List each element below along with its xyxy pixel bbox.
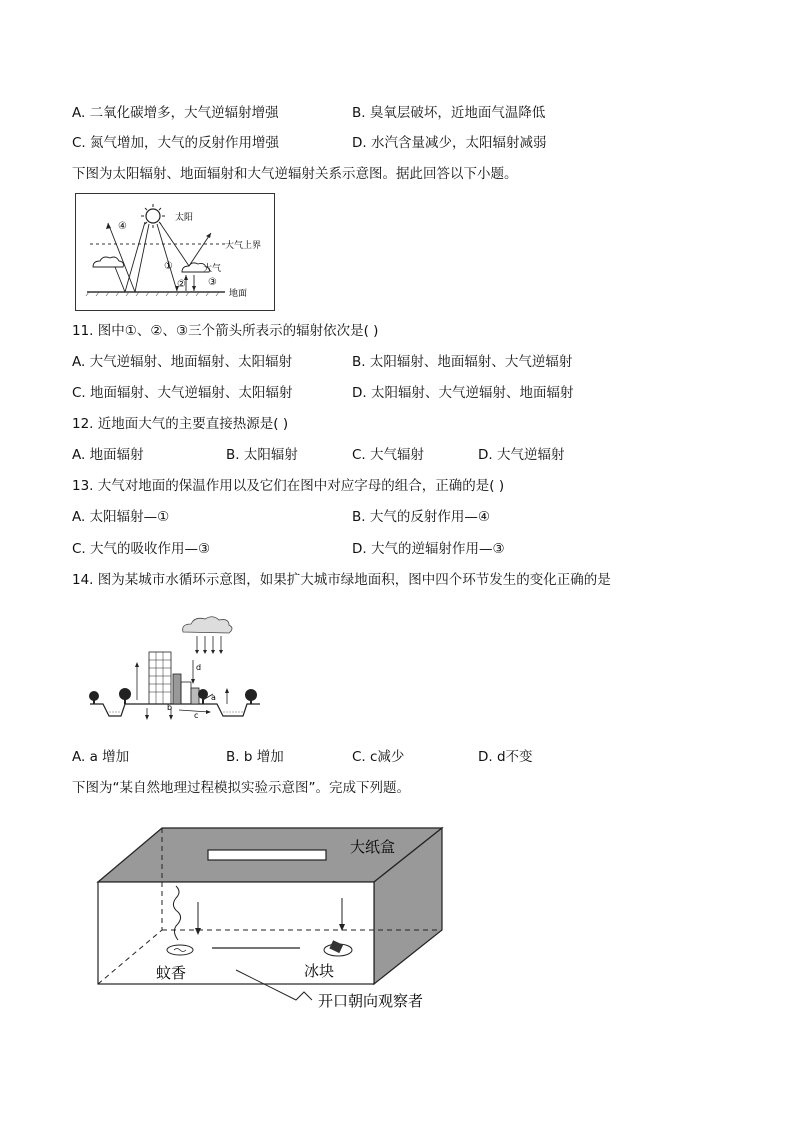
q14-option-b: B. b 增加 — [226, 749, 284, 765]
q11-option-b: B. 太阳辐射、地面辐射、大气逆辐射 — [352, 354, 573, 370]
q12-option-c: C. 大气辐射 — [352, 447, 425, 463]
label-n3: ③ — [208, 277, 217, 288]
box-experiment-diagram — [90, 820, 450, 1020]
label-d: d — [196, 663, 202, 672]
label-upper: 大气上界 — [225, 241, 262, 251]
q13-option-b: B. 大气的反射作用—④ — [352, 509, 490, 525]
label-c: c — [194, 711, 199, 720]
q12-option-b: B. 太阳辐射 — [226, 447, 298, 463]
label-n1: ① — [164, 261, 173, 272]
label-sun: 太阳 — [175, 213, 194, 223]
q10-option-c: C. 氮气增加，大气的反射作用增强 — [72, 135, 280, 151]
q13-option-d: D. 大气的逆辐射作用—③ — [352, 541, 505, 557]
cloud-icon — [93, 257, 210, 272]
label-opening: 开口朝向观察者 — [318, 992, 424, 1010]
label-b: b — [167, 703, 173, 712]
q10-option-a: A. 二氧化碳增多，大气逆辐射增强 — [72, 105, 279, 121]
q12-option-a: A. 地面辐射 — [72, 447, 144, 463]
incense-icon — [167, 945, 193, 955]
q13-option-c: C. 大气的吸收作用—③ — [72, 541, 211, 557]
label-box: 大纸盒 — [350, 838, 396, 856]
q10-option-d: D. 水汽含量减少，太阳辐射减弱 — [352, 135, 547, 151]
label-ice: 冰块 — [304, 962, 335, 980]
intro-experiment: 下图为“某自然地理过程模拟实验示意图”。完成下列题。 — [72, 780, 410, 796]
q12-option-d: D. 大气逆辐射 — [478, 447, 565, 463]
q14-option-d: D. d不变 — [478, 749, 533, 765]
q14-option-c: C. c减少 — [352, 749, 405, 765]
label-atmosphere: 大气 — [203, 264, 222, 274]
q10-option-b: B. 臭氧层破坏，近地面气温降低 — [352, 105, 546, 121]
cloud-icon — [183, 617, 232, 633]
q11-option-c: C. 地面辐射、大气逆辐射、太阳辐射 — [72, 385, 293, 401]
label-n2: ② — [177, 279, 186, 290]
water-cycle-diagram — [85, 612, 265, 724]
label-a: a — [211, 693, 216, 702]
q12-stem: 12. 近地面大气的主要直接热源是( ) — [72, 416, 289, 432]
label-n4: ④ — [118, 221, 127, 232]
radiation-diagram — [75, 193, 275, 311]
q14-option-a: A. a 增加 — [72, 749, 130, 765]
q14-stem: 14. 图为某城市水循环示意图，如果扩大城市绿地面积，图中四个环节发生的变化正确的是 — [72, 572, 611, 588]
q13-option-a: A. 太阳辐射—① — [72, 509, 170, 525]
intro-radiation: 下图为太阳辐射、地面辐射和大气逆辐射关系示意图。据此回答以下小题。 — [72, 166, 518, 182]
label-ground: 地面 — [229, 289, 248, 299]
q11-option-a: A. 大气逆辐射、地面辐射、太阳辐射 — [72, 354, 293, 370]
q11-stem: 11. 图中①、②、③三个箭头所表示的辐射依次是( ) — [72, 323, 379, 339]
q13-stem: 13. 大气对地面的保温作用以及它们在图中对应字母的组合，正确的是( ) — [72, 478, 505, 494]
q11-option-d: D. 太阳辐射、大气逆辐射、地面辐射 — [352, 385, 574, 401]
label-incense: 蚊香 — [156, 964, 187, 982]
